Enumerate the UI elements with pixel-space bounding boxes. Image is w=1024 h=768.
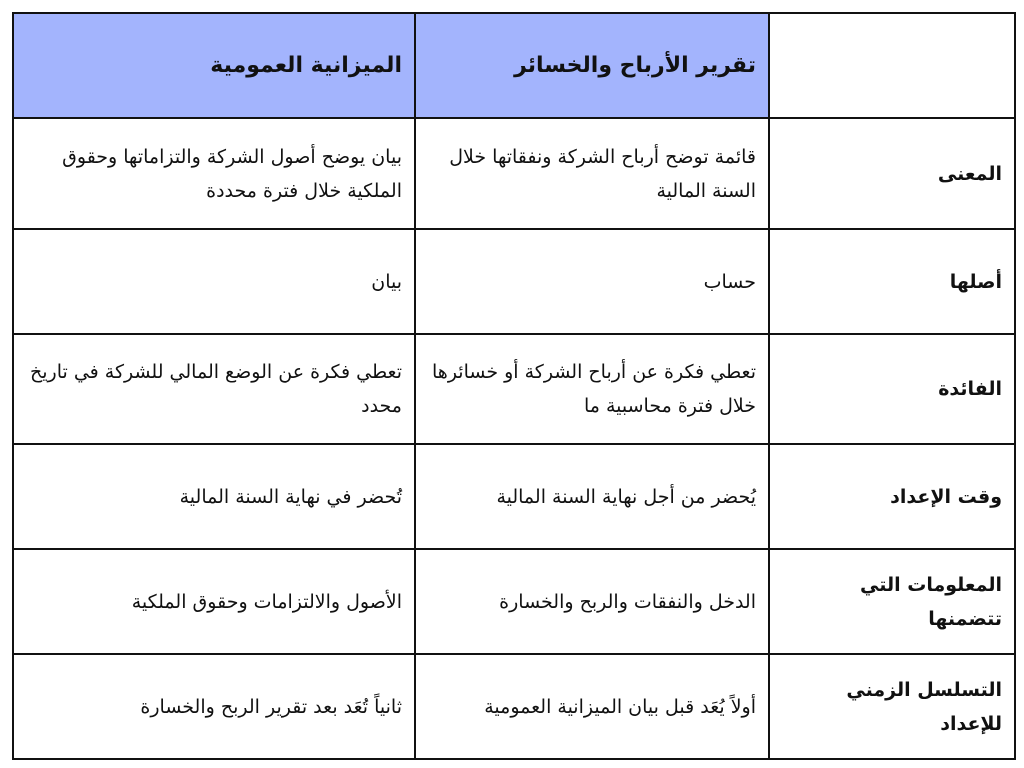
profit-loss-cell: أولاً يُعَد قبل بيان الميزانية العمومية	[415, 654, 769, 759]
profit-loss-cell: قائمة توضح أرباح الشركة ونفقاتها خلال السنة المالية	[415, 118, 769, 229]
table-row	[13, 654, 1015, 759]
profit-loss-cell: الدخل والنفقات والربح والخسارة	[415, 549, 769, 654]
table-row	[13, 229, 1015, 334]
row-label: المعلومات التي تتضمنها	[769, 549, 1015, 654]
row-label: الفائدة	[769, 334, 1015, 444]
profit-loss-cell: تعطي فكرة عن أرباح الشركة أو خسائرها خلال فترة محاسبية ما	[415, 334, 769, 444]
balance-sheet-cell: تعطي فكرة عن الوضع المالي للشركة في تاريخ محدد	[13, 334, 415, 444]
table-row	[13, 334, 1015, 444]
balance-sheet-cell: الأصول والالتزامات وحقوق الملكية	[13, 549, 415, 654]
table-row	[13, 549, 1015, 654]
table-row	[13, 444, 1015, 549]
row-label: وقت الإعداد	[769, 444, 1015, 549]
table-row	[13, 118, 1015, 229]
row-label: المعنى	[769, 118, 1015, 229]
row-label: أصلها	[769, 229, 1015, 334]
profit-loss-cell: حساب	[415, 229, 769, 334]
profit-loss-cell: يُحضر من أجل نهاية السنة المالية	[415, 444, 769, 549]
balance-sheet-cell: بيان	[13, 229, 415, 334]
header-profit-loss: تقرير الأرباح والخسائر	[415, 13, 769, 118]
header-balance-sheet: الميزانية العمومية	[13, 13, 415, 118]
header-corner-cell	[769, 13, 1015, 118]
balance-sheet-cell: تُحضر في نهاية السنة المالية	[13, 444, 415, 549]
comparison-table	[12, 12, 1016, 760]
balance-sheet-cell: ثانياً تُعَد بعد تقرير الربح والخسارة	[13, 654, 415, 759]
header-row	[13, 13, 1015, 118]
row-label: التسلسل الزمني للإعداد	[769, 654, 1015, 759]
balance-sheet-cell: بيان يوضح أصول الشركة والتزاماتها وحقوق الملكية خلال فترة محددة	[13, 118, 415, 229]
